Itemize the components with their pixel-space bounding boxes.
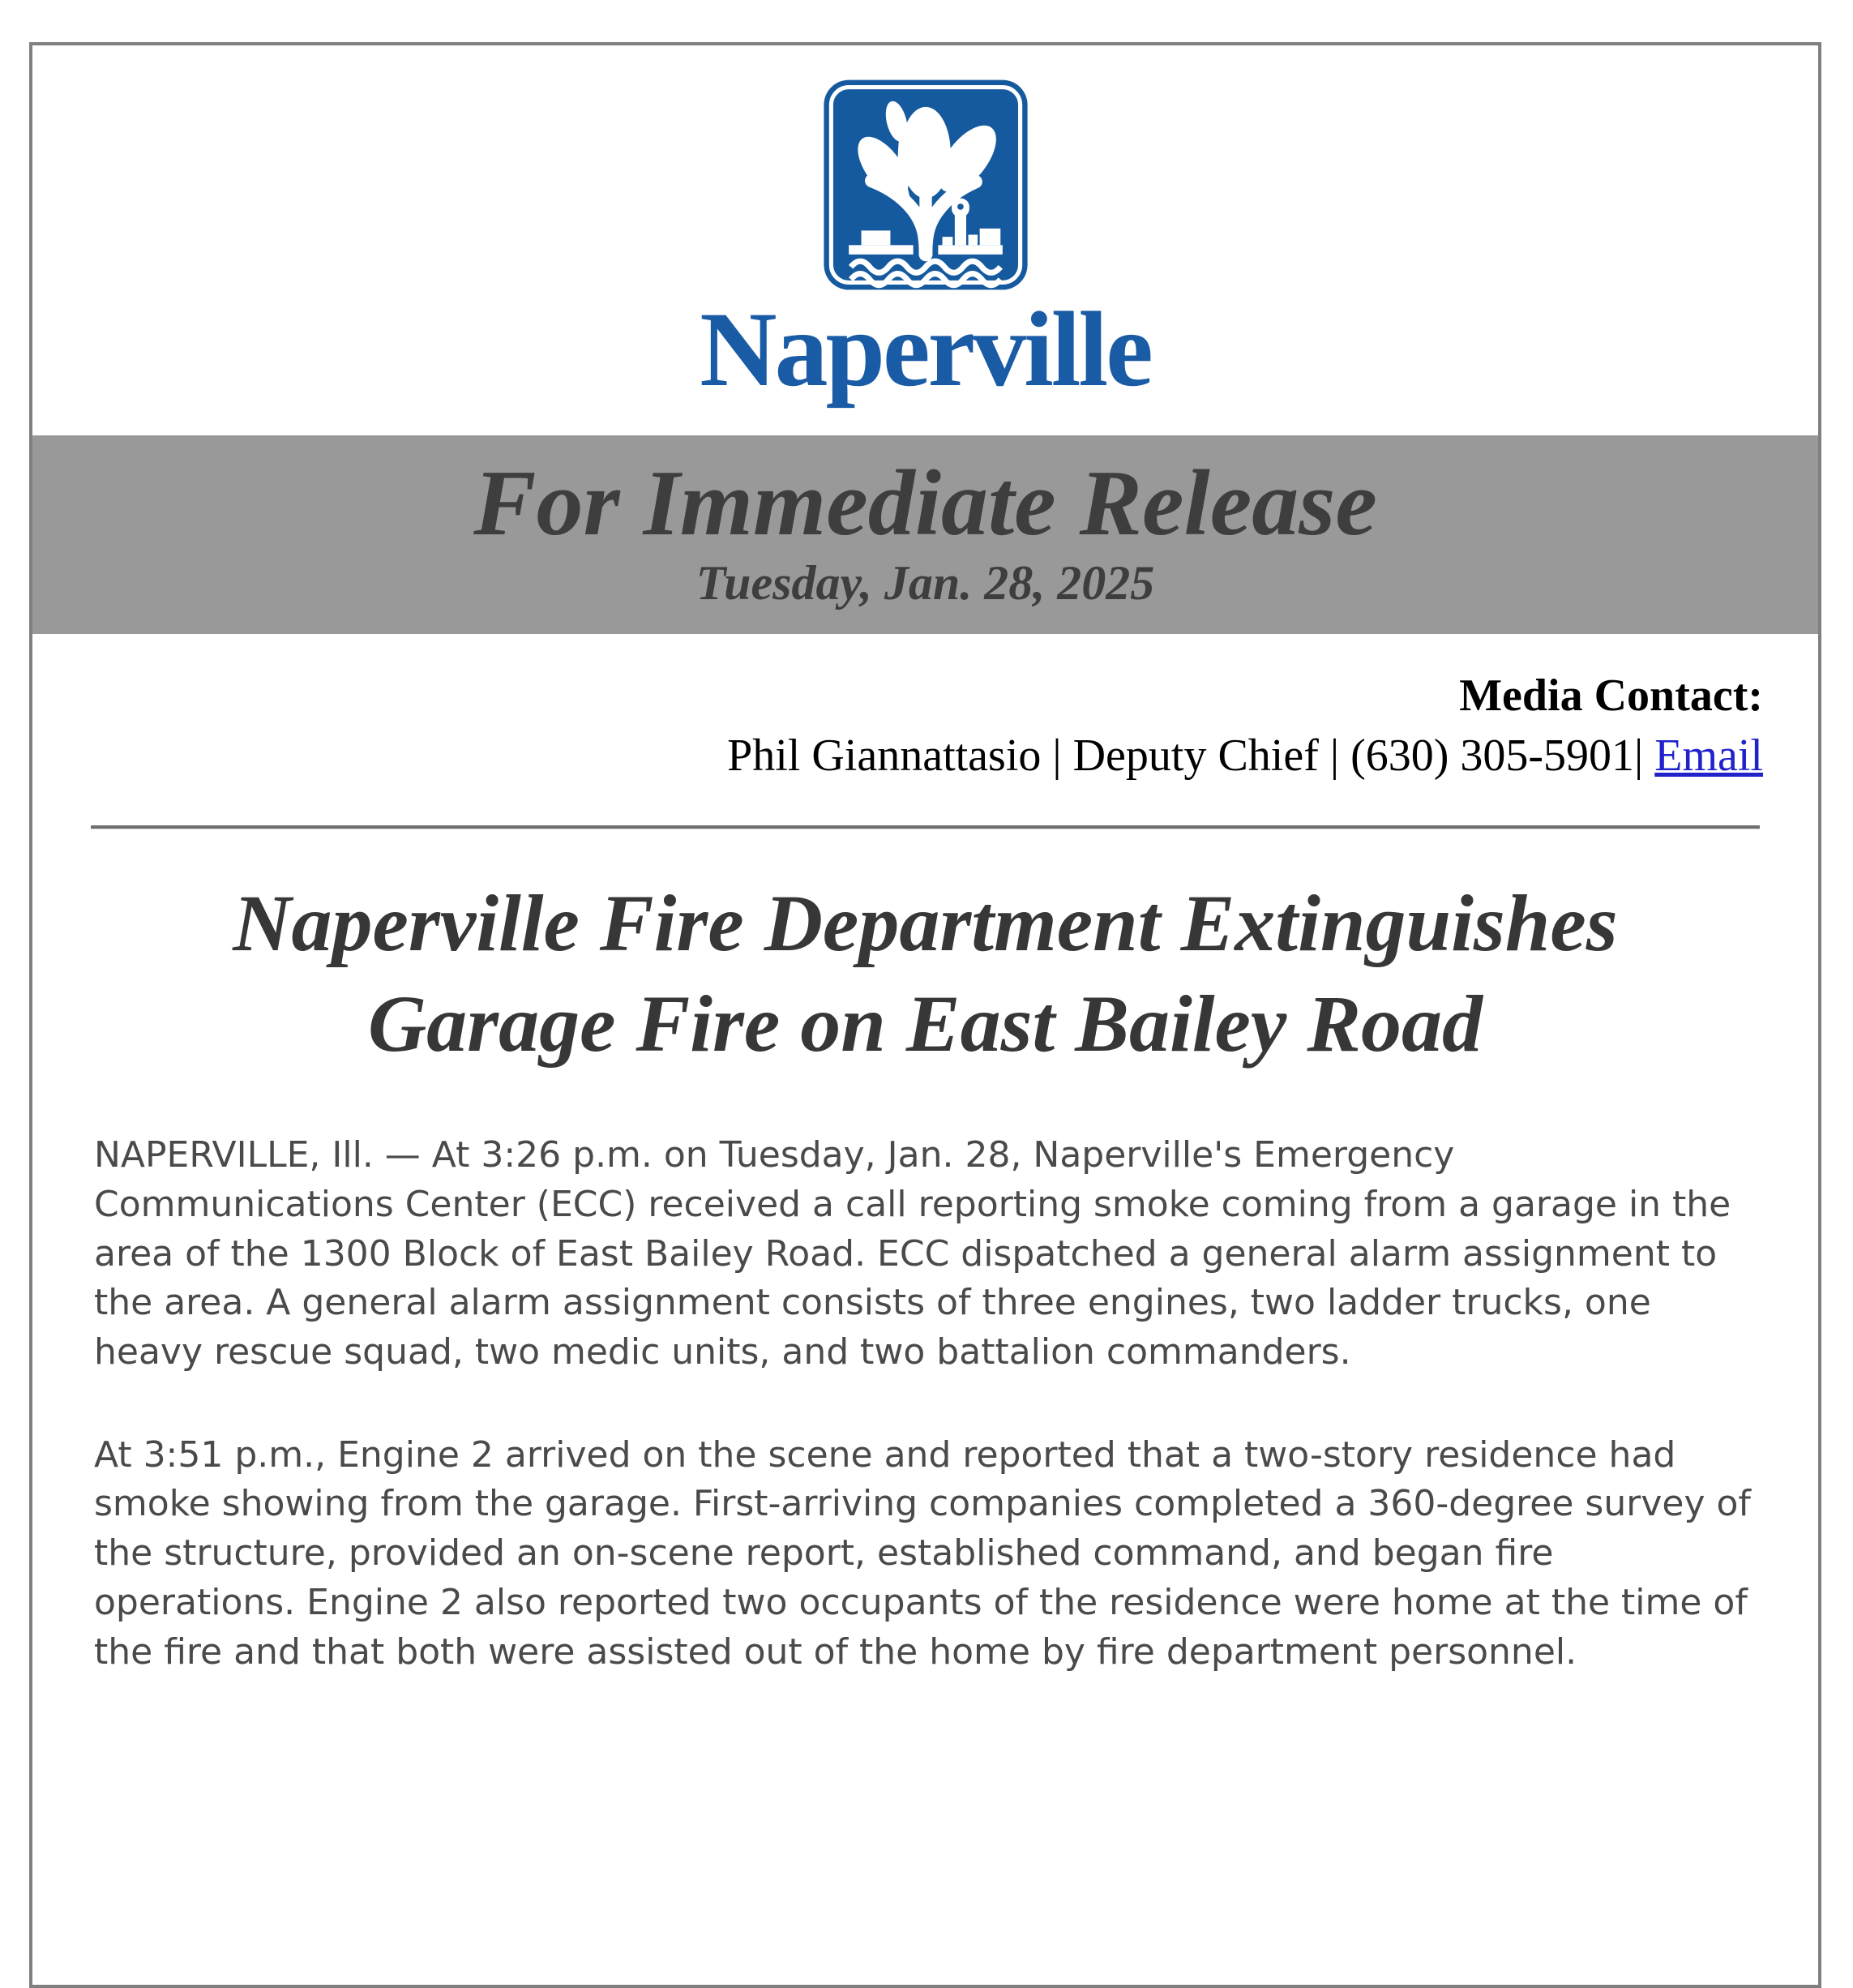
media-contact-line bbox=[88, 726, 1763, 786]
banner-title: For Immediate Release bbox=[473, 452, 1377, 555]
press-release-page bbox=[29, 42, 1821, 1988]
logo-block bbox=[32, 45, 1818, 409]
tower-window-dot bbox=[957, 204, 964, 210]
media-contact-block bbox=[32, 666, 1818, 786]
banner-date: Tuesday, Jan. 28, 2025 bbox=[695, 556, 1155, 611]
paragraph-2: At 3:51 p.m., Engine 2 arrived on the scene and reported that a two-story residence had smoke showing from the garage. First-arriving companies completed a 360-degree survey of the structure, provided an on-scene report, established command, and began fire operations. Engine 2 also reported two occupants of the residence were home at the time of the fire and that both were assisted out of the home by fire department personnel. bbox=[94, 1433, 1751, 1673]
naperville-wordmark: Naperville bbox=[700, 289, 1151, 409]
headline: Naperville Fire Department Extinguishes Garage Fire on East Bailey Road bbox=[233, 878, 1618, 1069]
release-banner bbox=[32, 435, 1818, 634]
naperville-city-logo-icon bbox=[821, 78, 1030, 292]
divider-rule bbox=[91, 825, 1760, 829]
media-contact-text: Phil Giannattasio | Deputy Chief | (630) 305-5901| bbox=[727, 731, 1655, 782]
body-copy bbox=[32, 1131, 1818, 1677]
paragraph-1: NAPERVILLE, Ill. — At 3:26 p.m. on Tuesday, Jan. 28, Naperville's Emergency Communications Center (ECC) received a call reporting smoke coming from a garage in the area of the 1300 Block of East Bailey Road. ECC dispatched a general alarm assignment to the area. A general alarm assignment consists of three engines, two ladder trucks, one heavy rescue squad, two medic units, and two battalion commanders. bbox=[94, 1134, 1731, 1373]
media-contact-label: Media Contact: bbox=[1459, 671, 1763, 722]
email-link[interactable]: Email bbox=[1654, 731, 1763, 782]
